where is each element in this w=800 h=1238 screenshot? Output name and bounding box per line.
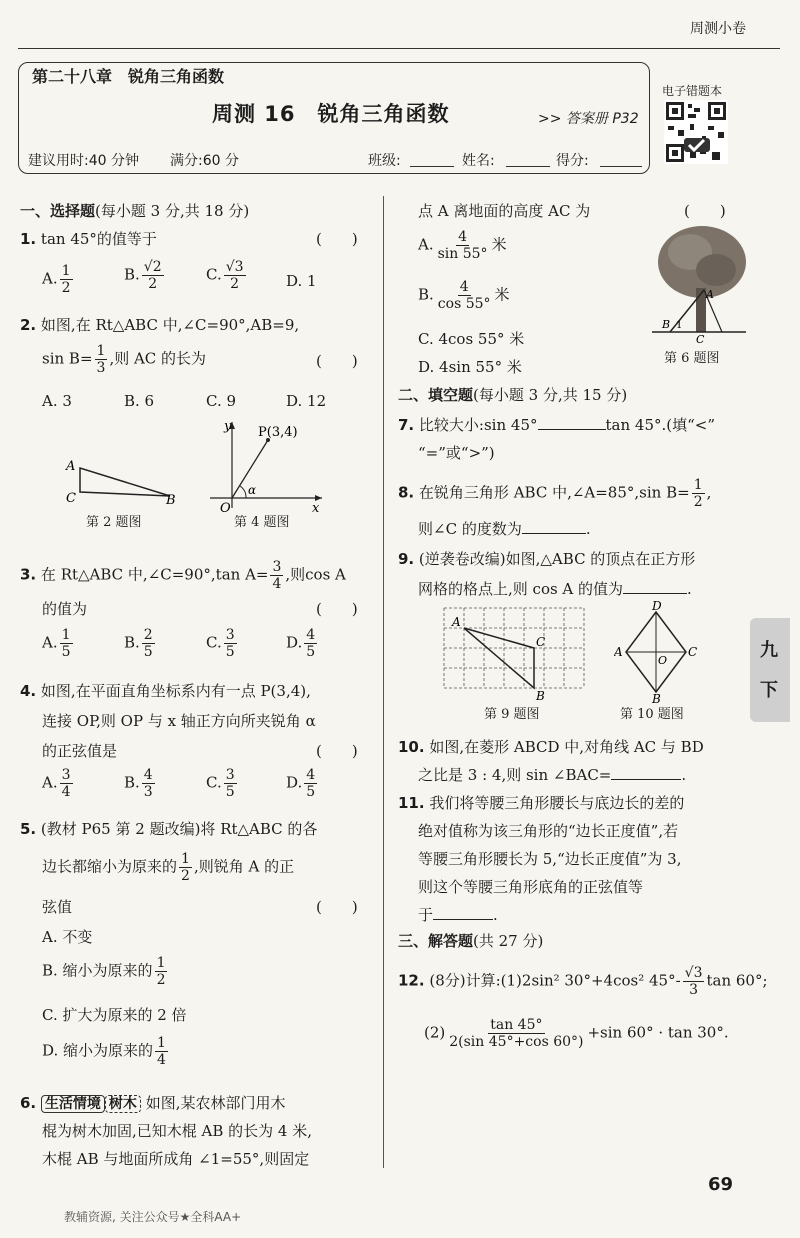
full-score: 满分:60 分 (170, 153, 239, 169)
question-7: 7. 比较大小:sin 45° tan 45°.(填“<” (398, 416, 716, 434)
fig10-label-c: C (688, 645, 698, 659)
q2-option-d[interactable]: D. 12 (286, 392, 327, 410)
answer-reference: >> 答案册 P32 (538, 111, 639, 127)
page-number: 69 (708, 1174, 734, 1195)
suggested-time: 建议用时:40 分钟 (28, 153, 139, 169)
q10-answer-blank[interactable] (611, 764, 681, 780)
q1-option-d[interactable]: D. 1 (286, 272, 317, 290)
side-tab-term: 下 (760, 680, 778, 701)
question-3-line2: 的值为 (42, 600, 88, 618)
fig4-alpha-label: α (248, 483, 257, 497)
section-3-heading: 三、解答题(共 27 分) (398, 932, 544, 950)
q6-option-a[interactable]: A. $\frac{4}{\sin 55^\circ}$ 米 (418, 229, 507, 262)
class-blank[interactable] (410, 166, 454, 167)
question-10: 10. 如图,在菱形 ABCD 中,对角线 AC 与 BD (398, 738, 704, 756)
question-11: 11. 我们将等腰三角形腰长与底边长的差的 (398, 794, 685, 812)
fig6-label-b: B (662, 318, 671, 331)
q1-option-c[interactable]: C. $\frac{√3}{2}$ (206, 259, 244, 292)
fig6-label-c: C (696, 333, 705, 344)
name-label: 姓名: (462, 153, 495, 169)
score-blank[interactable] (600, 166, 642, 167)
fig9-label-b: B (536, 689, 545, 702)
column-divider (383, 196, 384, 1168)
q3-option-d[interactable]: D. $\frac{4}{5}$ (286, 627, 316, 660)
q1-option-b[interactable]: B. $\frac{√2}{2}$ (124, 259, 162, 292)
question-6-line4: 点 A 离地面的高度 AC 为 (418, 202, 591, 220)
question-6: 6. 生活情境 树木 如图,某农林部门用木 (20, 1094, 286, 1112)
question-6-line3: 木棍 AB 与地面所成角 ∠1=55°,则固定 (42, 1150, 310, 1168)
figure-2-caption: 第 2 题图 (86, 515, 142, 530)
class-label: 班级: (368, 153, 401, 169)
q5-option-d[interactable]: D. 缩小为原来的 $\frac{1}{4}$ (42, 1035, 166, 1068)
answer-paren-2[interactable]: ( ) (316, 352, 358, 370)
chapter-title: 第二十八章 锐角三角函数 (28, 66, 228, 88)
answer-paren-3[interactable]: ( ) (316, 600, 358, 618)
q4-option-a[interactable]: A. $\frac{3}{4}$ (42, 767, 71, 800)
q11-answer-blank[interactable] (433, 904, 493, 920)
fig9-label-a: A (452, 615, 461, 629)
question-11-line3: 等腰三角形腰长为 5,“边长正度值”为 3, (418, 850, 682, 868)
q5-option-c[interactable]: C. 扩大为原来的 2 倍 (42, 1006, 187, 1024)
fig4-y-label: y (224, 419, 232, 434)
qr-label: 电子错题本 (662, 84, 723, 98)
fig6-label-angle-1: 1 (676, 320, 683, 331)
question-8: 8. 在锐角三角形 ABC 中,∠A=85°,sin B= $\frac{1}{2}$ , (398, 477, 712, 510)
q2-option-b[interactable]: B. 6 (124, 392, 155, 410)
answer-paren-1[interactable]: ( ) (316, 230, 358, 248)
q6-option-d[interactable]: D. 4sin 55° 米 (418, 358, 522, 376)
fig4-x-label: x (312, 501, 320, 512)
q9-answer-blank[interactable] (623, 578, 687, 594)
figure-4-coordinate-plane (200, 416, 330, 512)
figure-6-tree (650, 222, 750, 344)
question-11-line2: 绝对值称为该三角形的“边长正度值”,若 (418, 822, 679, 840)
qr-code[interactable] (664, 100, 728, 164)
question-5-line2: 边长都缩小为原来的 $\frac{1}{2}$ ,则锐角 A 的正 (42, 851, 295, 884)
context-tag: 生活情境 (41, 1095, 105, 1113)
q3-option-c[interactable]: C. $\frac{3}{5}$ (206, 627, 235, 660)
grade-side-tab[interactable] (750, 618, 790, 722)
q4-option-d[interactable]: D. $\frac{4}{5}$ (286, 767, 316, 800)
q8-answer-blank[interactable] (522, 518, 586, 534)
fig10-label-b: B (652, 692, 661, 704)
question-5: 5. (教材 P65 第 2 题改编)将 Rt△ABC 的各 (20, 820, 318, 838)
answer-paren-5[interactable]: ( ) (316, 898, 358, 916)
section-2-heading: 二、填空题(每小题 3 分,共 15 分) (398, 386, 628, 404)
question-10-line2: 之比是 3 : 4,则 sin ∠BAC= . (418, 766, 687, 784)
q6-option-c[interactable]: C. 4cos 55° 米 (418, 330, 525, 348)
question-11-line5: 于 . (418, 906, 498, 924)
question-4-line2: 连接 OP,则 OP 与 x 轴正方向所夹锐角 α (42, 712, 316, 730)
q2-option-a[interactable]: A. 3 (42, 392, 72, 410)
figure-10-caption: 第 10 题图 (620, 707, 684, 722)
question-4: 4. 如图,在平面直角坐标系内有一点 P(3,4), (20, 682, 311, 700)
question-12: 12. (8分)计算:(1)2sin² 30°+4cos² 45°- $\frac{√3}{3}$ tan 60°; (398, 965, 768, 998)
q6-option-b[interactable]: B. $\frac{4}{\cos 55^\circ}$ 米 (418, 279, 510, 312)
q7-answer-blank[interactable] (538, 414, 606, 430)
question-3: 3. 在 Rt△ABC 中,∠C=90°,tan A= $\frac{3}{4}$ ,则cos A (20, 559, 346, 592)
figure-6-caption: 第 6 题图 (664, 351, 720, 366)
fig2-label-a: A (66, 459, 76, 474)
topic-tag: 树木 (105, 1095, 141, 1113)
answer-paren-4[interactable]: ( ) (316, 742, 358, 760)
q3-option-a[interactable]: A. $\frac{1}{5}$ (42, 627, 71, 660)
q4-option-b[interactable]: B. $\frac{4}{3}$ (124, 767, 153, 800)
question-2-line2: sin B= $\frac{1}{3}$ ,则 AC 的长为 (42, 343, 207, 376)
side-tab-grade: 九 (760, 640, 778, 661)
q5-option-a[interactable]: A. 不变 (42, 928, 93, 946)
figure-4-caption: 第 4 题图 (234, 515, 290, 530)
q1-option-a[interactable]: A. $\frac{1}{2}$ (42, 263, 71, 296)
q4-option-c[interactable]: C. $\frac{3}{5}$ (206, 767, 235, 800)
question-5-line3: 弦值 (42, 898, 73, 916)
question-4-line3: 的正弦值是 (42, 742, 118, 760)
fig10-label-d: D (652, 600, 662, 613)
question-9: 9. (逆袭卷改编)如图,△ABC 的顶点在正方形 (398, 550, 696, 568)
fig2-label-c: C (66, 491, 76, 506)
name-blank[interactable] (506, 166, 550, 167)
question-7-line2: “=”或“>”) (418, 444, 495, 462)
fig4-point-p-label: P(3,4) (258, 425, 298, 440)
question-11-line4: 则这个等腰三角形底角的正弦值等 (418, 878, 644, 896)
fig4-origin-label: O (220, 501, 231, 512)
figure-9-grid (440, 602, 590, 702)
answer-paren-6[interactable]: ( ) (684, 202, 726, 220)
top-rule (18, 48, 780, 49)
section-1-heading: 一、选择题(每小题 3 分,共 18 分) (20, 202, 250, 220)
fig9-label-c: C (536, 635, 546, 649)
question-12-part-2: (2) $\frac{\tan 45^\circ}{2(\sin 45^\circ+\cos 60^\circ)}$ +sin 60° · tan 30°. (424, 1017, 729, 1050)
corner-label: 周测小卷 (690, 21, 746, 37)
footer-watermark: 教辅资源, 关注公众号★全科AA+ (64, 1210, 242, 1224)
question-6-line2: 棍为树木加固,已知木棍 AB 的长为 4 米, (42, 1122, 313, 1140)
q5-option-b[interactable]: B. 缩小为原来的 $\frac{1}{2}$ (42, 955, 166, 988)
figure-10-rhombus (614, 600, 698, 704)
q2-option-c[interactable]: C. 9 (206, 392, 237, 410)
fig2-label-b: B (166, 493, 176, 508)
question-1: 1. tan 45°的值等于 (20, 230, 157, 248)
score-label: 得分: (556, 153, 589, 169)
question-2: 2. 如图,在 Rt△ABC 中,∠C=90°,AB=9, (20, 316, 300, 334)
fig10-label-a: A (614, 645, 623, 659)
fig10-label-o: O (658, 654, 668, 667)
question-9-line2: 网格的格点上,则 cos A 的值为 . (418, 580, 692, 598)
fig6-label-a: A (706, 288, 714, 301)
q3-option-b[interactable]: B. $\frac{2}{5}$ (124, 627, 153, 660)
figure-2-triangle (60, 450, 180, 510)
figure-9-caption: 第 9 题图 (484, 707, 540, 722)
test-title: 周测 16 锐角三角函数 (212, 102, 450, 126)
question-8-line2: 则∠C 的度数为 . (418, 520, 591, 538)
